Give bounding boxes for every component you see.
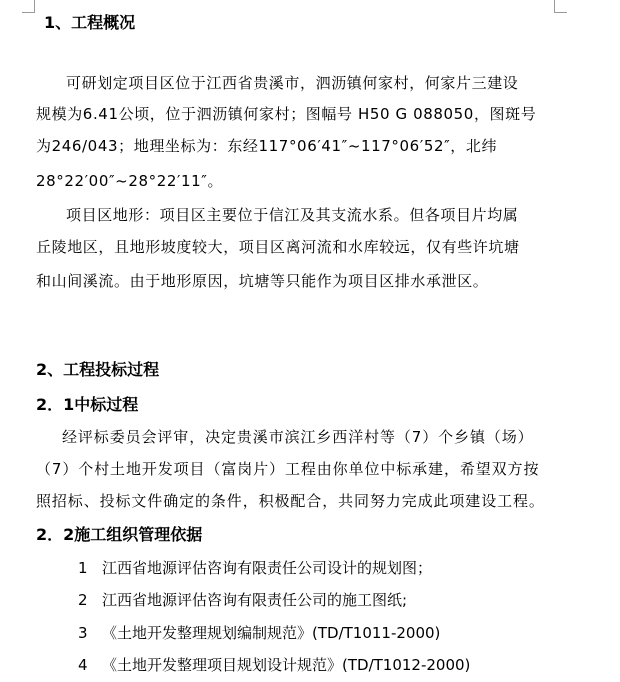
bid-paragraph-line-3: 照招标、投标文件确定的条件，积极配合，共同努力完成此项建设工程。	[36, 492, 545, 510]
paragraph-1-line-1: 可研划定项目区位于江西省贵溪市，泗沥镇何家村，何家片三建设	[66, 74, 519, 92]
bid-paragraph-line-1: 经评标委员会评审，决定贵溪市滨江乡西洋村等（7）个乡镇（场）	[62, 428, 534, 446]
paragraph-2-line-1: 项目区地形：项目区主要位于信江及其支流水系。但各项目片均属	[66, 206, 519, 224]
list-item-text: 《土地开发整理项目规划设计规范》(TD/T1012-2000)	[102, 656, 471, 674]
list-item-number: 2	[78, 591, 88, 609]
paragraph-1-line-4: 28°22′00″~28°22′11″。	[36, 172, 224, 190]
margin-corner-mark-right	[554, 0, 567, 13]
paragraph-2-line-2: 丘陵地区，且地形坡度较大，项目区离河流和水库较远，仅有些许坑塘	[36, 238, 520, 256]
margin-corner-mark-left	[22, 0, 35, 13]
list-item-number: 4	[78, 656, 88, 674]
basis-list-item	[78, 589, 407, 610]
list-item-text: 江西省地源评估咨询有限责任公司的施工图纸;	[102, 591, 408, 609]
list-item-number: 1	[78, 559, 88, 577]
basis-list-item	[78, 557, 432, 578]
section-1-heading: 1、工程概况	[44, 13, 136, 32]
subsection-2-2-heading: 2．2施工组织管理依据	[36, 525, 203, 544]
paragraph-1-line-2: 规模为6.41公顷，位于泗沥镇何家村；图幅号 H50 G 088050，图斑号	[36, 105, 537, 123]
list-item-text: 《土地开发整理规划编制规范》(TD/T1011-2000)	[102, 624, 441, 642]
basis-list-item	[78, 622, 440, 643]
basis-list-item	[78, 654, 470, 675]
paragraph-2-line-3: 和山间溪流。由于地形原因，坑塘等只能作为项目区排水承泄区。	[36, 272, 489, 290]
bid-paragraph-line-2: （7）个村土地开发项目（富岗片）工程由你单位中标承建，希望双方按	[36, 460, 540, 478]
list-item-text: 江西省地源评估咨询有限责任公司设计的规划图；	[102, 559, 433, 577]
section-2-heading: 2、工程投标过程	[36, 360, 160, 379]
subsection-2-1-heading: 2．1中标过程	[36, 395, 139, 414]
paragraph-1-line-3: 为246/043；地理坐标为：东经117°06′41″~117°06′52″，北纬	[36, 137, 498, 155]
list-item-number: 3	[78, 624, 88, 642]
